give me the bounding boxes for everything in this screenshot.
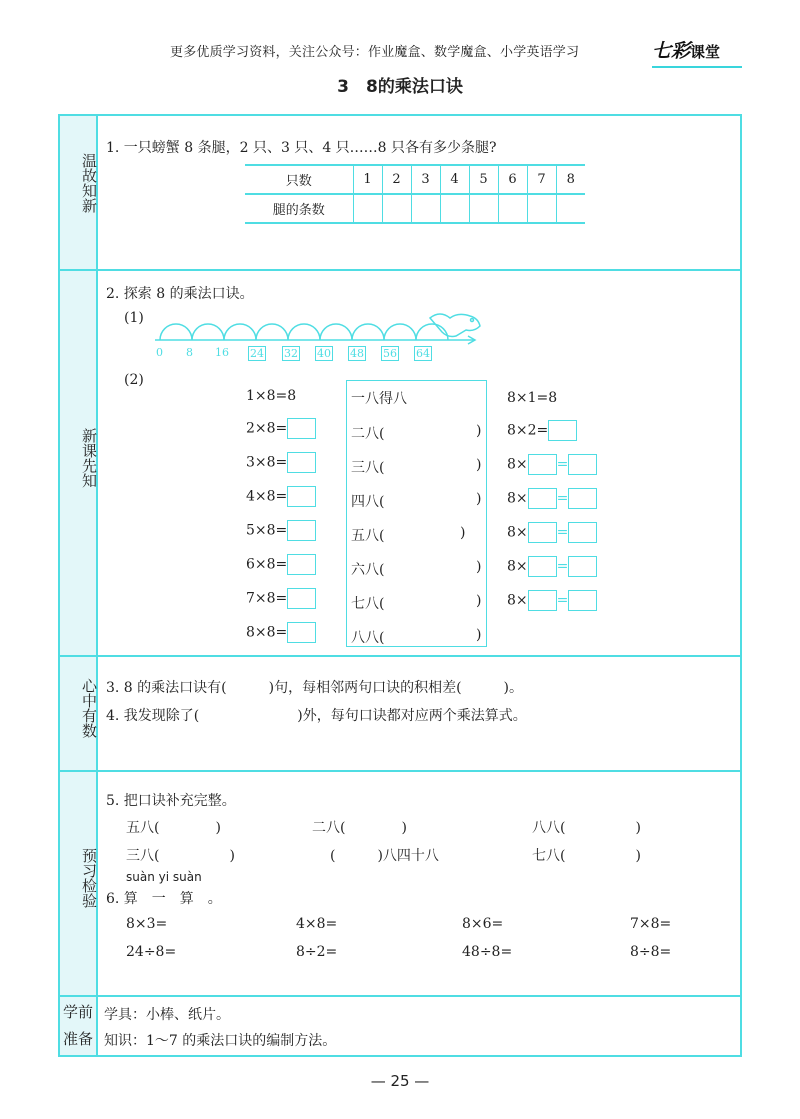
question-1: 1. 一只螃蟹 8 条腿，2 只、3 只、4 只……8 只各有多少条腿?	[106, 140, 497, 156]
numberline-label: 8	[186, 346, 193, 359]
table-row	[245, 165, 585, 194]
koujue-line[interactable]: 六八(	[351, 562, 385, 578]
answer-cell[interactable]	[527, 194, 556, 223]
paren-close: )	[476, 559, 482, 575]
table-row	[245, 194, 585, 223]
numberline-answer-box[interactable]: 40	[317, 347, 331, 360]
answer-box[interactable]	[568, 454, 597, 475]
table-cell: 6	[498, 165, 527, 194]
fill-item[interactable]: 七八( )	[532, 848, 641, 864]
answer-box[interactable]	[287, 520, 316, 541]
paren-close: )	[476, 593, 482, 609]
koujue-line[interactable]: 三八(	[351, 460, 385, 476]
section-divider	[58, 269, 742, 271]
brand-logo	[652, 36, 720, 63]
section-label-mind: 心中有数	[80, 678, 98, 738]
answer-box[interactable]	[548, 420, 577, 441]
question-3: 3. 8 的乘法口诀有( )句，每相邻两句口诀的积相差( )。	[106, 680, 524, 696]
section-label-new: 新课先知	[80, 428, 98, 488]
part-1-label: (1)	[124, 310, 144, 326]
answer-cell[interactable]	[556, 194, 585, 223]
equation-text: 8×	[507, 524, 528, 541]
answer-box[interactable]	[287, 554, 316, 575]
calc-item[interactable]: 7×8=	[630, 916, 672, 932]
brand-text: 七彩	[652, 40, 691, 62]
fill-item[interactable]: 八八( )	[532, 820, 641, 836]
equals-sign: =	[556, 490, 569, 507]
paren-close: )	[476, 491, 482, 507]
equation-text: 8×	[507, 592, 528, 609]
equals-sign: =	[556, 524, 569, 541]
header-note: 更多优质学习资料，关注公众号：作业魔盒、数学魔盒、小学英语学习	[170, 45, 580, 60]
equation-text: 3×8=	[246, 454, 288, 471]
equation-text: 2×8=	[246, 420, 288, 437]
label-divider	[96, 114, 98, 1057]
fill-item[interactable]: 二八( )	[312, 820, 407, 836]
equation	[507, 556, 597, 577]
section-label-check: 预习检验	[80, 848, 98, 908]
equation-text: 6×8=	[246, 556, 288, 573]
equation	[507, 522, 597, 543]
question-5: 5. 把口诀补充完整。	[106, 793, 236, 809]
section-label-prep-bottom: 准备	[62, 1030, 93, 1048]
question-2: 2. 探索 8 的乘法口诀。	[106, 286, 254, 302]
part-2-label: (2)	[124, 372, 144, 388]
equation-text: 4×8=	[246, 488, 288, 505]
equation-text: 8×	[507, 558, 528, 575]
question-6: 6. 算 一 算 。	[106, 891, 222, 907]
answer-box[interactable]	[287, 588, 316, 609]
paren-close: )	[476, 423, 482, 439]
brand-suffix: 课堂	[690, 43, 721, 61]
table-cell: 8	[556, 165, 585, 194]
equals-sign: =	[556, 558, 569, 575]
question-4: 4. 我发现除了( )外，每句口诀都对应两个乘法算式。	[106, 708, 527, 724]
factor-box[interactable]	[528, 488, 557, 509]
section-divider	[58, 655, 742, 657]
equation-text: 7×8=	[246, 590, 288, 607]
table-header-count: 只数	[245, 165, 353, 194]
calc-item[interactable]: 8×6=	[462, 916, 504, 932]
equation: 8×1=8	[507, 390, 558, 406]
equals-sign: =	[556, 456, 569, 473]
fill-item[interactable]: 五八( )	[126, 820, 221, 836]
koujue-line[interactable]: 四八(	[351, 494, 385, 510]
koujue-line[interactable]: 二八(	[351, 426, 385, 442]
table-cell: 7	[527, 165, 556, 194]
answer-box[interactable]	[287, 418, 316, 439]
table-cell: 5	[469, 165, 498, 194]
equals-sign: =	[556, 592, 569, 609]
answer-cell[interactable]	[353, 194, 382, 223]
answer-box[interactable]	[568, 556, 597, 577]
answer-cell[interactable]	[498, 194, 527, 223]
factor-box[interactable]	[528, 522, 557, 543]
equation	[246, 554, 316, 575]
pinyin: suàn yi suàn	[126, 870, 202, 884]
answer-cell[interactable]	[440, 194, 469, 223]
answer-box[interactable]	[287, 622, 316, 643]
calc-item[interactable]: 24÷8=	[126, 944, 177, 960]
paren-close: )	[476, 457, 482, 473]
factor-box[interactable]	[528, 590, 557, 611]
numberline-answer-box[interactable]: 48	[350, 347, 364, 360]
equation: 1×8=8	[246, 388, 297, 404]
section-divider	[58, 770, 742, 772]
numberline-answer-box[interactable]: 64	[416, 347, 430, 360]
factor-box[interactable]	[528, 556, 557, 577]
prep-tools: 学具：小棒、纸片。	[104, 1007, 230, 1023]
equation	[507, 420, 577, 441]
section-label-prep-top: 学前	[62, 1003, 93, 1021]
equation	[507, 488, 597, 509]
page-title: 3 8的乘法口诀	[337, 77, 463, 97]
paren-close: )	[476, 627, 482, 643]
equation-text: 5×8=	[246, 522, 288, 539]
equation	[246, 486, 316, 507]
equation-text: 8×	[507, 456, 528, 473]
fill-item[interactable]: 三八( )	[126, 848, 235, 864]
table-cell: 3	[411, 165, 440, 194]
calc-item[interactable]: 4×8=	[296, 916, 338, 932]
calc-item[interactable]: 8÷8=	[630, 944, 672, 960]
table-cell: 1	[353, 165, 382, 194]
brand-underline	[652, 66, 742, 68]
koujue-line: 一八得八	[351, 391, 407, 407]
equation	[246, 452, 316, 473]
paren-close: )	[460, 525, 466, 541]
answer-box[interactable]	[287, 486, 316, 507]
equation	[246, 588, 316, 609]
calc-item[interactable]: 8×3=	[126, 916, 168, 932]
equation	[507, 454, 597, 475]
equation	[507, 590, 597, 611]
section-divider	[58, 995, 742, 997]
equation-text: 8×2=	[507, 422, 549, 439]
koujue-line[interactable]: 五八(	[351, 528, 385, 544]
legs-table	[245, 164, 585, 224]
table-cell: 2	[382, 165, 411, 194]
section-label-review: 温故知新	[80, 153, 98, 213]
table-cell: 4	[440, 165, 469, 194]
equation-text: 8×8=	[246, 624, 288, 641]
numberline-answer-box[interactable]: 32	[284, 347, 298, 360]
table-header-legs: 腿的条数	[245, 194, 353, 223]
page-number: — 25 —	[370, 1072, 430, 1090]
equation	[246, 520, 316, 541]
equation	[246, 418, 316, 439]
koujue-line[interactable]: 八八(	[351, 630, 385, 646]
numberline-answer-box[interactable]: 56	[383, 347, 397, 360]
calc-item[interactable]: 48÷8=	[462, 944, 513, 960]
fill-item[interactable]: ( )八四十八	[330, 848, 439, 864]
factor-box[interactable]	[528, 454, 557, 475]
calc-item[interactable]: 8÷2=	[296, 944, 338, 960]
answer-cell[interactable]	[469, 194, 498, 223]
numberline-label: 16	[215, 346, 229, 359]
answer-box[interactable]	[287, 452, 316, 473]
answer-cell[interactable]	[382, 194, 411, 223]
answer-box[interactable]	[568, 488, 597, 509]
koujue-line[interactable]: 七八(	[351, 596, 385, 612]
answer-box[interactable]	[568, 590, 597, 611]
prep-knowledge: 知识：1～7 的乘法口诀的编制方法。	[104, 1033, 337, 1049]
answer-box[interactable]	[568, 522, 597, 543]
numberline-answer-box[interactable]: 24	[250, 347, 264, 360]
answer-cell[interactable]	[411, 194, 440, 223]
equation	[246, 622, 316, 643]
equation-text: 8×	[507, 490, 528, 507]
numberline-label: 0	[156, 346, 163, 359]
